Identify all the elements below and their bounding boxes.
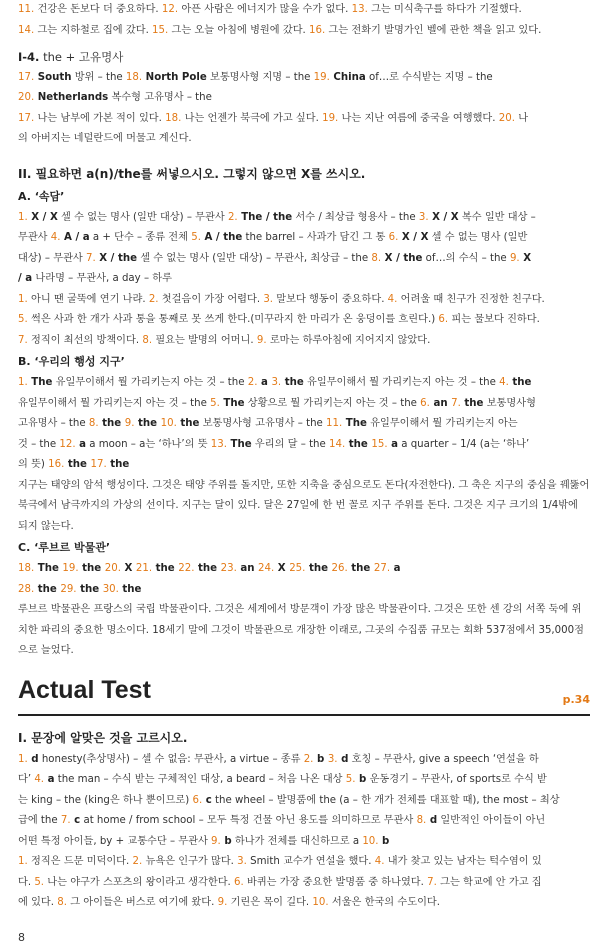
section-i4-label: I-4.: [18, 50, 40, 64]
answer-text: The: [34, 563, 63, 574]
item-number: 28.: [18, 583, 35, 595]
answer-text: b: [355, 774, 367, 785]
item-number: 9.: [509, 252, 520, 264]
item-number: 14.: [18, 24, 35, 36]
answer-text: / a: [18, 273, 33, 284]
item-number: 23.: [220, 563, 237, 574]
item-number: 24.: [258, 563, 275, 574]
answer-text: X / the: [95, 252, 137, 264]
translation-line: 으로 늘었다.: [18, 645, 74, 656]
item-number: 11.: [326, 418, 343, 429]
answer-text: b: [220, 835, 232, 847]
answer-text: the: [78, 563, 105, 574]
explanation-text: 복수형 고유명사 – the: [108, 92, 212, 103]
item-number: 11.: [18, 4, 35, 15]
answer-text: the: [508, 377, 532, 388]
answer-text: a: [75, 438, 86, 450]
answer-text: A / a: [60, 232, 90, 243]
explanation-text: 아니 땐 굴뚝에 연기 나랴.: [27, 293, 149, 305]
explanation-text: 내가 찾고 있는 남자는 턱수염이 있: [384, 856, 542, 867]
answer-text: a: [44, 774, 55, 785]
item-number: 1.: [18, 211, 28, 223]
explanation-text: 유일무이해서 뭘 가리키는지 아는 것 – the: [303, 377, 500, 388]
answer-text: Netherlands: [34, 92, 109, 103]
explanation-text: 유일무이해서 뭘 가리키는지 아는: [366, 418, 518, 429]
item-number: 13.: [210, 438, 227, 450]
item-number: 2.: [132, 856, 143, 867]
answer-text: the: [176, 418, 200, 429]
answer-text: c: [202, 794, 212, 806]
explanation-text: 나는 언젠가 북극에 가고 싶다.: [181, 112, 323, 124]
item-number: 3.: [327, 753, 338, 765]
explanation-text: 건강은 돈보다 더 중요하다.: [34, 4, 162, 15]
answer-text: a: [387, 438, 398, 450]
explanation-text: 그 아이들은 버스로 여기에 왔다.: [66, 897, 218, 908]
explanation-text: 유일무이해서 뭘 가리키는지 아는 것 – the: [18, 397, 211, 409]
item-number: 16.: [48, 459, 65, 470]
item-number: 9.: [124, 418, 135, 429]
explanation-text: 셀 수 없는 명사 (일반: [428, 232, 528, 243]
answer-text: d: [27, 753, 39, 765]
text-line: [18, 580, 590, 601]
explanation-text: Smith 교수가 연설을 했다.: [246, 856, 375, 867]
actual-heading: I. 문장에 알맞은 것을 고르시오.: [18, 730, 188, 745]
actual-korean: [18, 852, 590, 914]
answer-text: X / X: [398, 232, 429, 243]
explanation-text: 정직은 드문 미덕이다.: [27, 856, 133, 867]
text-line: [18, 435, 590, 456]
explanation-text: 호칭 – 무관사, give a speech ‘연설을 하: [348, 753, 539, 765]
text-line: [18, 559, 590, 580]
item-number: 4.: [50, 232, 61, 243]
i4-korean-2: [18, 129, 590, 150]
item-number: 2.: [247, 377, 258, 388]
item-number: 1.: [18, 293, 28, 305]
text-line: [18, 832, 590, 853]
item-number: 5.: [191, 232, 201, 243]
item-number: 3.: [237, 856, 247, 867]
answer-text: the: [305, 563, 332, 574]
item-number: 22.: [178, 563, 195, 574]
item-number: 12.: [59, 438, 76, 450]
section-i4-heading: [18, 47, 590, 68]
item-number: 10.: [160, 418, 177, 429]
item-number: 15.: [371, 438, 388, 450]
item-number: 9.: [256, 334, 267, 346]
explanation-text: 그는 오늘 아침에 병원에 갔다.: [168, 24, 310, 36]
explanation-text: 유일무이해서 뭘 가리키는지 아는 것 – the: [52, 377, 248, 388]
answer-text: A / the: [200, 232, 243, 243]
translation-line: 되지 않는다.: [18, 520, 74, 532]
explanation-text: the wheel – 발명품에 the (a – 한 개가 전체를 대표할 때), the most – 최상: [211, 794, 560, 806]
explanation-text: 셀 수 없는 명사 (일반 대상) – 무관사, 최상급 – the: [136, 252, 372, 264]
item-number: 18.: [165, 112, 182, 124]
actual-test-title: Actual Test: [18, 675, 151, 704]
explanation-text: 대상) – 무관사: [18, 252, 86, 264]
item-number: 17.: [18, 71, 35, 83]
answer-text: an: [236, 563, 259, 574]
item-number: 25.: [289, 563, 306, 574]
item-number: 4.: [374, 856, 385, 867]
item-number: 20.: [104, 563, 121, 574]
item-number: 7.: [60, 815, 71, 826]
answer-text: The: [27, 377, 53, 388]
actual-test-header: [18, 676, 590, 720]
answer-text: South: [34, 71, 72, 83]
text-line: [18, 414, 590, 435]
answer-text: The / the: [237, 211, 293, 223]
item-number: 2.: [303, 753, 314, 765]
explanation-text: 피는 물보다 진하다.: [448, 314, 540, 325]
explanation-text: 나: [514, 112, 529, 124]
answer-text: The: [342, 418, 367, 429]
item-number: 3.: [418, 211, 429, 223]
text-line: [18, 373, 590, 394]
explanation-text: 뉴욕은 인구가 많다.: [142, 856, 238, 867]
item-number: 6.: [388, 232, 399, 243]
answer-text: a: [390, 563, 401, 574]
explanation-text: a quarter – 1/4 (a는 ‘하나’: [398, 438, 530, 450]
item-number: 9.: [211, 835, 221, 847]
answer-text: the: [64, 459, 91, 470]
actual-answers: [18, 750, 590, 853]
item-number: 5.: [345, 774, 356, 785]
text-line: [18, 228, 590, 249]
explanation-text: 우리의 달 – the: [251, 438, 330, 450]
item-number: 5.: [210, 397, 220, 409]
explanation-text: 무관사: [18, 232, 51, 243]
answer-text: a: [257, 377, 272, 388]
explanation-text: the man – 수식 받는 구체적인 대상, a beard – 처음 나온 대상: [54, 774, 346, 785]
explanation-text: 어려울 때 친구가 진정한 친구다.: [397, 293, 545, 305]
header-rule: [18, 714, 590, 716]
item-number: 10.: [312, 897, 329, 908]
answer-text: d: [337, 753, 349, 765]
section-b-korean: [18, 476, 590, 538]
explanation-text: 는 king – the (king은 하나 뿐이므로): [18, 794, 193, 806]
answer-text: China: [329, 71, 366, 83]
item-number: 5.: [34, 876, 45, 888]
section-c-korean: [18, 600, 590, 662]
answer-text: the: [460, 397, 484, 409]
answer-text: X: [274, 563, 290, 574]
explanation-text: 기린은 목이 길다.: [227, 897, 313, 908]
top-line-1: [18, 0, 590, 21]
item-number: 3.: [271, 377, 282, 388]
item-number: 2.: [148, 293, 159, 305]
explanation-text: 첫걸음이 가장 어렵다.: [158, 293, 264, 305]
item-number: 4.: [499, 377, 509, 388]
section-i4-subtitle: the + 고유명사: [39, 50, 124, 64]
item-number: 17.: [18, 112, 35, 124]
section-a-title: A. ‘속담’: [18, 189, 65, 203]
explanation-text: 다.: [18, 876, 35, 888]
answer-text: the: [134, 418, 161, 429]
translation-line: 북극에서 남극까지의 가상의 선이다. 지구는 달이 있다. 달은 27일에 한 번 꼴로 지구 주위를 돈다. 그것은 지구 크기의 1/4밖에: [18, 500, 578, 511]
item-number: 27.: [373, 563, 391, 574]
item-number: 6.: [234, 876, 244, 888]
item-number: 12.: [161, 4, 179, 15]
answer-text: c: [70, 815, 81, 826]
text-line: [18, 750, 590, 771]
explanation-text: the barrel – 사과가 담긴 그 통: [242, 232, 389, 243]
item-number: 19.: [322, 112, 339, 124]
item-number: 1.: [18, 753, 28, 765]
answer-text: The: [226, 438, 252, 450]
text-line: [18, 893, 590, 914]
explanation-text: 바퀴는 가장 중요한 발명품 중 하나였다.: [243, 876, 428, 888]
text-line: [18, 269, 590, 290]
explanation-text: of…의 수식 – the: [422, 252, 510, 264]
item-number: 18.: [18, 563, 35, 574]
text-line: [18, 770, 590, 791]
explanation-text: 어떤 특정 아이들, by + 교통수단 – 무관사: [18, 835, 212, 847]
explanation-text: 나라명 – 무관사, a day – 하루: [32, 273, 172, 284]
explanation-text: of…로 수식받는 지명 – the: [365, 71, 493, 83]
explanation-text: 일반적인 아이들이 아닌: [437, 815, 546, 826]
item-number: 19.: [313, 71, 330, 83]
explanation-text: 복수 일반 대상 –: [458, 211, 536, 223]
answer-text: the: [98, 418, 125, 429]
text-line: [18, 791, 590, 812]
explanation-text: 보통명사형: [483, 397, 536, 409]
explanation-text: 운동경기 – 무관사, of sports로 수식 받: [366, 774, 547, 785]
item-number: 19.: [62, 563, 79, 574]
answer-text: b: [313, 753, 328, 765]
top-line-2: [18, 21, 590, 42]
explanation-text: 그는 미식축구를 하다가 기절했다.: [367, 4, 522, 15]
i4-korean-1: [18, 109, 590, 130]
item-number: 8.: [88, 418, 99, 429]
i4-answers-2: [18, 88, 590, 109]
answer-text: X / the: [381, 252, 423, 264]
section-a-korean: [18, 290, 590, 352]
item-number: 16.: [309, 24, 326, 36]
explanation-text: 나는 남부에 가본 적이 있다.: [34, 112, 166, 124]
item-number: 6.: [192, 794, 203, 806]
text-line: [18, 249, 590, 270]
section-a-answers: [18, 208, 590, 290]
explanation-text: 그는 전화기 발명가인 벨에 관한 책을 읽고 있다.: [325, 24, 542, 36]
explanation-text: honesty(추상명사) – 셀 수 없음: 무관사, a virtue – 종류: [38, 753, 304, 765]
section-b-title: B. ‘우리의 행성 지구’: [18, 355, 125, 368]
explanation-text: a moon – a는 ‘하나’의 뜻: [86, 438, 211, 450]
item-number: 8.: [57, 897, 67, 908]
answer-text: the: [118, 583, 142, 595]
page-reference: p.34: [562, 692, 590, 706]
answer-text: the: [281, 377, 304, 388]
item-number: 15.: [152, 24, 169, 36]
item-number: 18.: [125, 71, 143, 83]
answer-text: The: [219, 397, 245, 409]
section-ii-heading: II. 필요하면 a(n)/the를 써넣으시오. 그렇지 않으면 X를 쓰시오.: [18, 166, 366, 181]
answer-text: the: [347, 563, 374, 574]
answer-text: the: [76, 583, 103, 595]
explanation-text: 다’: [18, 774, 35, 785]
answer-text: d: [426, 815, 438, 826]
explanation-text: 고유명사 – the: [18, 418, 89, 429]
item-number: 1.: [18, 856, 28, 867]
answer-text: an: [429, 397, 452, 409]
explanation-text: 그는 지하철로 집에 갔다.: [34, 24, 153, 36]
explanation-text: 것 – the: [18, 438, 60, 450]
answer-text: the: [194, 563, 221, 574]
section-b-answers: [18, 373, 590, 476]
item-number: 7.: [427, 876, 437, 888]
answer-text: X / X: [27, 211, 58, 223]
page-number: 8: [18, 931, 25, 944]
text-line: [18, 290, 590, 311]
text-line: [18, 852, 590, 873]
explanation-text: 방위 – the: [71, 71, 126, 83]
translation-line: 루브르 박물관은 프랑스의 국립 박물관이다. 그것은 세계에서 방문객이 가장 많은 박물관이다. 그것은 또한 센 강의 서쪽 둑에 위: [18, 604, 582, 615]
explanation-text: 에 있다.: [18, 897, 58, 908]
explanation-text: 상황으로 뭘 가리키는지 아는 것 – the: [244, 397, 421, 409]
explanation-text: 의 뜻): [18, 459, 49, 470]
item-number: 2.: [227, 211, 238, 223]
explanation-text: 급에 the: [18, 815, 61, 826]
item-number: 7.: [86, 252, 96, 264]
i4-answers-1: [18, 68, 590, 89]
explanation-text: 정직이 최선의 방책이다.: [27, 334, 143, 346]
explanation-text: 보통명사형 지명 – the: [206, 71, 314, 83]
explanation-text: 그는 학교에 안 가고 집: [436, 876, 542, 888]
translation-line: 치한 파리의 중요한 명소이다. 18세기 말에 그것이 박물관으로 개장한 이래로, 그곳의 수집품 규모는 회화 537점에서 35,000점: [18, 624, 584, 636]
explanation-text: 말보다 행동이 중요하다.: [273, 293, 388, 305]
item-number: 6.: [420, 397, 430, 409]
text-line: [18, 394, 590, 415]
item-number: 13.: [351, 4, 368, 15]
item-number: 21.: [135, 563, 153, 574]
item-number: 6.: [438, 314, 449, 325]
item-number: 20.: [498, 112, 515, 124]
answer-text: the: [345, 438, 372, 450]
content: [18, 0, 590, 914]
section-c-title: C. ‘루브르 박물관’: [18, 541, 111, 554]
answer-text: the: [34, 583, 61, 595]
text-line: [18, 811, 590, 832]
item-number: 30.: [102, 583, 119, 595]
explanation-text: 서수 / 최상급 형용사 – the: [292, 211, 419, 223]
explanation-text: 나는 지난 여름에 중국을 여행했다.: [338, 112, 499, 124]
item-number: 29.: [60, 583, 77, 595]
explanation-text: 하나가 전체를 대신하므로 a: [231, 835, 363, 847]
item-number: 20.: [18, 92, 35, 103]
answer-text: X: [120, 563, 136, 574]
item-number: 4.: [387, 293, 398, 305]
explanation-text: 나는 야구가 스포츠의 왕이라고 생각한다.: [44, 876, 235, 888]
text-line: [18, 331, 590, 352]
explanation-text: a + 단수 – 종류 전체: [89, 232, 192, 243]
explanation-text: 필요는 발명의 어머니.: [152, 334, 257, 346]
explanation-text: 셀 수 없는 명사 (일반 대상) – 무관사: [57, 211, 228, 223]
item-number: 8.: [416, 815, 427, 826]
answer-text: the: [152, 563, 179, 574]
item-number: 5.: [18, 314, 28, 325]
item-number: 8.: [142, 334, 153, 346]
item-number: 1.: [18, 377, 28, 388]
answer-text: X / X: [428, 211, 459, 223]
i4-korean-2-text: 의 아버지는 네덜란드에 머물고 계신다.: [18, 133, 192, 144]
item-number: 4.: [34, 774, 45, 785]
item-number: 3.: [263, 293, 274, 305]
answer-text: X: [519, 252, 532, 264]
explanation-text: at home / from school – 모두 특정 건물 아닌 용도를 의미하므로 무관사: [80, 815, 417, 826]
answer-text: b: [378, 835, 390, 847]
text-line: [18, 873, 590, 894]
explanation-text: 아픈 사람은 에너지가 많을 수가 없다.: [178, 4, 352, 15]
item-number: 8.: [371, 252, 382, 264]
explanation-text: 서울은 한국의 수도이다.: [328, 897, 440, 908]
translation-line: 지구는 태양의 암석 행성이다. 그것은 태양 주위를 돌지만, 또한 지축을 중심으로도 돈다(자전한다). 그 축은 지구의 중심을 꿰뚫어: [18, 479, 590, 491]
section-c-answers: [18, 559, 590, 600]
explanation-text: 로마는 하루아침에 지어지지 않았다.: [266, 334, 431, 346]
answer-text: the: [106, 459, 130, 470]
text-line: [18, 208, 590, 229]
item-number: 7.: [451, 397, 461, 409]
text-line: [18, 310, 590, 331]
item-number: 26.: [331, 563, 348, 574]
answer-text: North Pole: [142, 71, 207, 83]
text-line: [18, 455, 590, 476]
item-number: 10.: [362, 835, 379, 847]
item-number: 14.: [329, 438, 346, 450]
explanation-text: 보통명사형 고유명사 – the: [199, 418, 327, 429]
explanation-text: 썩은 사과 한 개가 사과 통을 통째로 못 쓰게 한다.(미꾸라지 한 마리가 온 웅덩이를 흐린다.): [27, 314, 439, 325]
item-number: 7.: [18, 334, 28, 346]
item-number: 9.: [217, 897, 228, 908]
item-number: 17.: [90, 459, 107, 470]
